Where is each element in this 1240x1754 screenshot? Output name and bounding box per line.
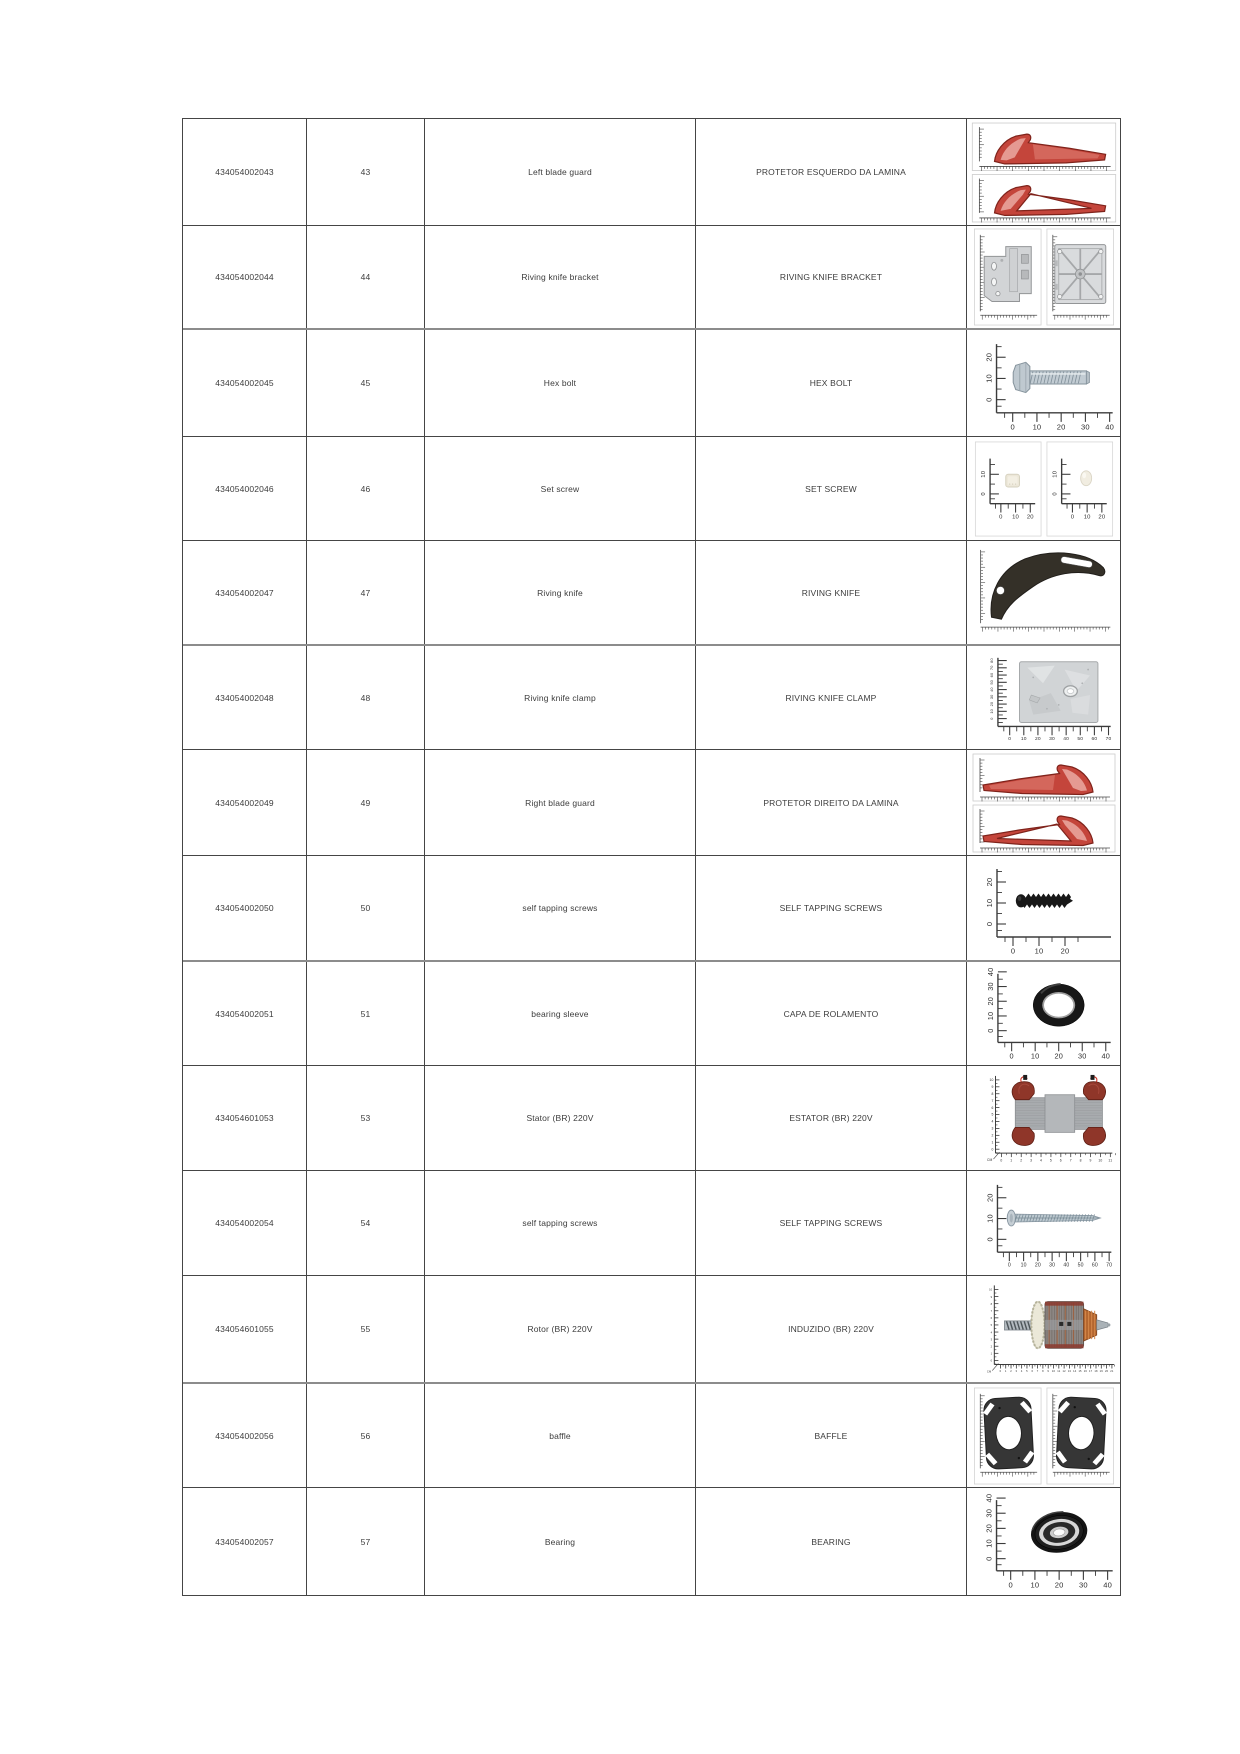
part-photo-cell [967,1488,1120,1595]
item-number-cell: 53 [307,1066,425,1170]
part-number-cell: 434054002049 [183,750,307,855]
description-en-cell: Riving knife clamp [425,646,696,749]
svg-text:10: 10 [1020,736,1027,742]
svg-text:30: 30 [1077,1051,1086,1061]
item-number-cell: 47 [307,541,425,644]
item-number-cell: 56 [307,1384,425,1487]
svg-text:0: 0 [984,921,994,927]
svg-text:20: 20 [984,877,994,887]
svg-text:12: 12 [1062,1370,1066,1374]
svg-text:10: 10 [988,708,994,714]
svg-text:3: 3 [990,1126,993,1131]
svg-text:0: 0 [1010,946,1015,956]
part-photo-bracket-pair [970,227,1118,327]
part-photo-screw-long [970,1173,1118,1274]
part-photo-cell [967,646,1120,749]
svg-text:7: 7 [990,1309,992,1313]
svg-text:40: 40 [1102,1580,1112,1590]
part-photo-clamp-plate [970,648,1118,748]
svg-text:20: 20 [1097,513,1105,520]
svg-text:21: 21 [1109,1370,1114,1374]
part-number-cell: 434054002050 [183,856,307,960]
part-photo-bearing [970,1490,1118,1593]
description-en-cell: Left blade guard [425,119,696,225]
svg-text:10: 10 [984,898,994,908]
svg-text:0: 0 [990,1146,993,1151]
part-photo-set-screw-pair [970,439,1118,539]
svg-text:20: 20 [1104,1370,1108,1374]
part-photo-rotor [970,1277,1118,1381]
svg-text:20: 20 [1026,513,1034,520]
svg-text:9: 9 [1046,1370,1049,1374]
svg-text:0: 0 [983,1556,993,1561]
description-en-cell: Right blade guard [425,750,696,855]
svg-text:7: 7 [1036,1370,1038,1374]
svg-text:20: 20 [988,701,994,706]
part-number-cell: 434054002054 [183,1171,307,1275]
svg-text:0: 0 [1007,1261,1011,1268]
svg-text:70: 70 [1105,1261,1112,1268]
table-row [183,226,1120,330]
description-pt-cell: RIVING KNIFE [696,541,967,644]
svg-text:14: 14 [1072,1370,1076,1374]
svg-text:50: 50 [988,679,994,685]
svg-text:0: 0 [983,396,993,402]
part-photo-cell [967,1384,1120,1487]
svg-text:60: 60 [988,672,994,677]
table-row [183,437,1120,541]
svg-text:4: 4 [990,1331,992,1335]
part-photo-cell [967,541,1120,644]
svg-text:4: 4 [1039,1157,1042,1162]
table-row [183,1171,1120,1276]
svg-text:0: 0 [988,716,994,720]
svg-text:20: 20 [1060,946,1069,956]
svg-text:70: 70 [988,664,994,670]
item-number-cell: 45 [307,330,425,436]
svg-text:0: 0 [1009,1051,1014,1061]
part-number-cell: 434054002051 [183,962,307,1065]
svg-text:2: 2 [990,1345,992,1349]
svg-text:30: 30 [1078,1580,1088,1590]
table-row [183,330,1120,437]
description-en-cell: Set screw [425,437,696,540]
part-number-cell: 434054002047 [183,541,307,644]
svg-text:1: 1 [990,1139,993,1144]
svg-text:20: 20 [983,1524,993,1533]
svg-text:10: 10 [1030,1580,1039,1590]
svg-text:0: 0 [1070,513,1074,520]
svg-text:20: 20 [985,996,995,1005]
table-row [183,750,1120,856]
table-row [183,1276,1120,1384]
svg-text:6: 6 [990,1105,993,1110]
svg-text:8: 8 [1041,1370,1044,1374]
svg-text:5: 5 [990,1112,993,1117]
svg-text:2: 2 [1019,1157,1022,1162]
description-en-cell: Hex bolt [425,330,696,436]
part-number-cell: 434054002043 [183,119,307,225]
description-pt-cell: INDUZIDO (BR) 220V [696,1276,967,1382]
svg-text:0: 0 [1052,491,1059,496]
part-photo-cell [967,1276,1120,1382]
svg-text:0: 0 [990,1359,992,1363]
svg-text:8: 8 [990,1091,993,1096]
part-number-cell: 434054002044 [183,226,307,328]
part-number-cell: 434054002048 [183,646,307,749]
item-number-cell: 50 [307,856,425,960]
svg-text:60: 60 [1091,736,1097,742]
svg-text:20: 20 [1053,1051,1063,1061]
description-pt-cell: ESTATOR (BR) 220V [696,1066,967,1170]
description-pt-cell: SELF TAPPING SCREWS [696,856,967,960]
svg-text:7: 7 [990,1098,993,1103]
svg-text:3: 3 [1029,1157,1032,1162]
svg-text:20: 20 [985,1192,995,1202]
svg-text:0: 0 [985,1028,995,1033]
svg-text:16: 16 [1083,1370,1087,1374]
svg-text:10: 10 [988,1077,993,1082]
part-number-cell: 434054601055 [183,1276,307,1382]
svg-text:8: 8 [1079,1157,1082,1162]
description-en-cell: Riving knife bracket [425,226,696,328]
table-row [183,119,1120,226]
part-photo-blade-guard-left [970,121,1118,224]
part-photo-screw-short [970,857,1118,959]
part-photo-cell [967,1066,1120,1170]
svg-text:0: 0 [999,1157,1002,1162]
description-pt-cell: RIVING KNIFE BRACKET [696,226,967,328]
svg-text:40: 40 [983,1493,993,1503]
svg-text:4: 4 [1020,1370,1022,1374]
svg-text:3: 3 [990,1338,992,1342]
svg-text:40: 40 [988,686,994,692]
svg-text:10: 10 [1011,513,1019,520]
svg-text:20: 20 [1034,736,1041,742]
part-photo-cell [967,226,1120,328]
svg-text:20: 20 [983,352,993,362]
svg-text:0: 0 [980,491,987,496]
description-en-cell: Stator (BR) 220V [425,1066,696,1170]
table-row [183,962,1120,1066]
svg-text:10: 10 [983,1539,993,1548]
part-photo-hex-bolt [970,332,1118,435]
svg-text:0: 0 [998,513,1003,520]
svg-text:40: 40 [985,967,995,976]
description-pt-cell: HEX BOLT [696,330,967,436]
description-pt-cell: BEARING [696,1488,967,1595]
svg-text:50: 50 [1077,1261,1084,1268]
table-row [183,646,1120,750]
svg-text:5: 5 [1025,1370,1028,1374]
svg-text:6: 6 [1059,1157,1062,1162]
svg-text:40: 40 [1062,1261,1069,1268]
svg-text:CM: CM [986,1157,993,1162]
description-pt-cell: CAPA DE ROLAMENTO [696,962,967,1065]
svg-text:10: 10 [1030,1051,1039,1061]
table-row [183,1384,1120,1488]
svg-text:0: 0 [1007,1580,1013,1590]
svg-text:10: 10 [983,373,993,383]
svg-text:10: 10 [988,1288,992,1292]
svg-text:1: 1 [1004,1370,1007,1374]
svg-text:1: 1 [1009,1157,1012,1162]
svg-text:2: 2 [1009,1370,1012,1374]
svg-text:13: 13 [1067,1370,1071,1374]
svg-text:0: 0 [1010,421,1015,431]
table-row [183,856,1120,962]
svg-text:5: 5 [990,1324,992,1328]
description-en-cell: Bearing [425,1488,696,1595]
svg-text:19: 19 [1099,1370,1103,1374]
item-number-cell: 44 [307,226,425,328]
svg-text:20: 20 [1034,1261,1041,1268]
description-en-cell: Rotor (BR) 220V [425,1276,696,1382]
part-photo-baffle-pair [970,1386,1118,1486]
item-number-cell: 51 [307,962,425,1065]
svg-text:40: 40 [1062,736,1069,742]
svg-text:60: 60 [1091,1261,1098,1268]
svg-text:30: 30 [988,694,994,699]
svg-text:18: 18 [1093,1370,1098,1374]
svg-text:7: 7 [1069,1157,1072,1162]
svg-text:10: 10 [985,1011,995,1020]
table-row [183,541,1120,646]
svg-text:10: 10 [1034,946,1043,956]
svg-text:10: 10 [1097,1157,1102,1162]
svg-text:70: 70 [1105,736,1111,742]
item-number-cell: 46 [307,437,425,540]
part-photo-cell [967,962,1120,1065]
svg-text:40: 40 [1104,421,1114,431]
part-photo-cell [967,119,1120,225]
svg-text:80: 80 [988,657,994,663]
svg-text:10: 10 [1032,421,1041,431]
svg-text:10: 10 [1083,513,1091,520]
svg-text:9: 9 [990,1084,993,1089]
svg-text:11: 11 [1056,1370,1060,1374]
description-en-cell: baffle [425,1384,696,1487]
part-photo-blade-guard-right [970,752,1118,854]
svg-text:9: 9 [990,1295,992,1299]
svg-text:5: 5 [1049,1157,1052,1162]
svg-text:30: 30 [1048,1261,1055,1268]
svg-text:6: 6 [990,1317,992,1321]
part-number-cell: 434054002046 [183,437,307,540]
item-number-cell: 54 [307,1171,425,1275]
svg-text:0: 0 [985,1236,995,1241]
svg-text:10: 10 [1020,1261,1027,1268]
svg-text:40: 40 [1101,1051,1110,1061]
description-pt-cell: RIVING KNIFE CLAMP [696,646,967,749]
part-photo-cell [967,750,1120,855]
svg-text:10: 10 [985,1213,995,1223]
svg-text:4: 4 [990,1119,993,1124]
table-row [183,1066,1120,1171]
svg-text:6: 6 [1030,1370,1033,1374]
description-en-cell: bearing sleeve [425,962,696,1065]
item-number-cell: 48 [307,646,425,749]
item-number-cell: 55 [307,1276,425,1382]
description-pt-cell: BAFFLE [696,1384,967,1487]
svg-text:2: 2 [990,1133,993,1138]
description-en-cell: Riving knife [425,541,696,644]
svg-text:17: 17 [1088,1370,1092,1374]
part-number-cell: 434054002057 [183,1488,307,1595]
svg-text:CM: CM [986,1370,991,1374]
part-photo-cell [967,1171,1120,1275]
description-pt-cell: PROTETOR ESQUERDO DA LAMINA [696,119,967,225]
svg-text:10: 10 [980,470,987,478]
svg-text:10: 10 [1052,470,1059,478]
svg-text:15: 15 [1077,1370,1082,1374]
table-row [183,1488,1120,1595]
svg-text:8: 8 [990,1302,992,1306]
svg-text:20: 20 [1054,1580,1064,1590]
svg-text:50: 50 [1076,736,1083,742]
item-number-cell: 49 [307,750,425,855]
description-pt-cell: SET SCREW [696,437,967,540]
part-photo-cell [967,330,1120,436]
item-number-cell: 43 [307,119,425,225]
svg-text:30: 30 [1048,736,1055,742]
svg-text:30: 30 [1080,421,1090,431]
svg-text:20: 20 [1056,421,1066,431]
part-number-cell: 434054601053 [183,1066,307,1170]
svg-text:11: 11 [1107,1157,1112,1162]
part-photo-ring [970,964,1118,1064]
description-pt-cell: PROTETOR DIREITO DA LAMINA [696,750,967,855]
svg-text:1: 1 [990,1352,992,1356]
part-number-cell: 434054002056 [183,1384,307,1487]
description-pt-cell: SELF TAPPING SCREWS [696,1171,967,1275]
item-number-cell: 57 [307,1488,425,1595]
svg-text:30: 30 [985,981,995,991]
part-number-cell: 434054002045 [183,330,307,436]
svg-text:0: 0 [999,1370,1001,1374]
svg-text:9: 9 [1089,1157,1092,1162]
parts-table [182,118,1121,1596]
svg-text:10: 10 [1051,1370,1055,1374]
svg-text:0: 0 [1007,736,1011,742]
part-photo-cell [967,437,1120,540]
part-photo-riving-knife [970,542,1118,643]
part-photo-cell [967,856,1120,960]
svg-text:3: 3 [1015,1370,1017,1374]
part-photo-stator [970,1068,1118,1169]
description-en-cell: self tapping screws [425,856,696,960]
description-en-cell: self tapping screws [425,1171,696,1275]
svg-text:30: 30 [983,1508,993,1518]
